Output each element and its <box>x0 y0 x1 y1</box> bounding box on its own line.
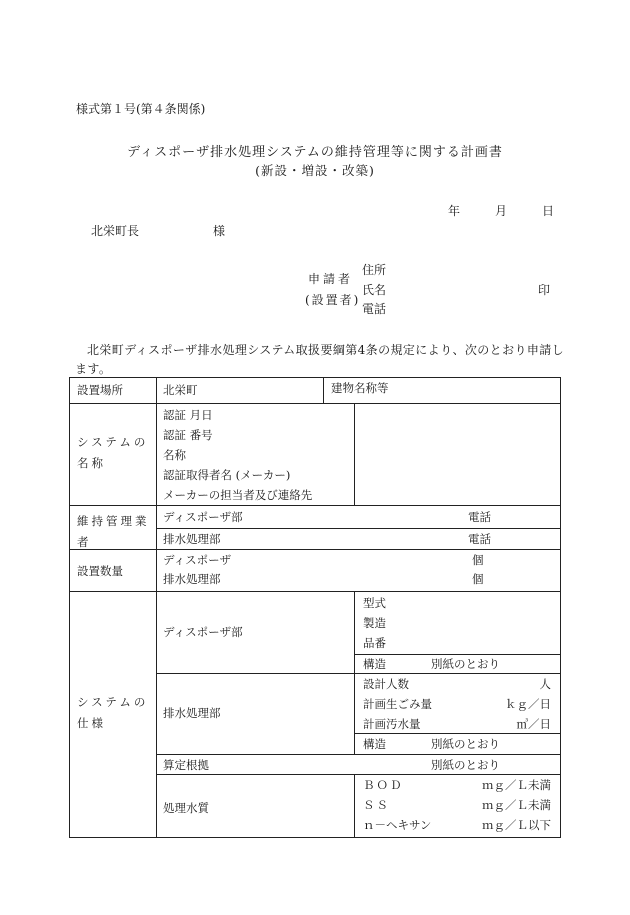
spec-label: システムの仕様 <box>77 695 149 730</box>
addressee-name: 北栄町長 <box>91 224 140 238</box>
intro-text: 北栄町ディスポーザ排水処理システム取扱要綱第4条の規定により、次のとおり申請します。 <box>75 343 565 376</box>
spec-bod-unit: ｍｇ／Ｌ未満 <box>482 778 551 792</box>
maintenance-disposer-phone: 電話 <box>468 510 491 524</box>
spec-wastewater-volume-unit: ㎥／日 <box>516 717 551 731</box>
spec-water-quality-label: 処理水質 <box>163 801 209 815</box>
system-name-label: システムの名称 <box>77 435 149 470</box>
form-number: 様式第１号(第４条関係) <box>76 102 206 116</box>
spec-disposer-structure-label: 構造 <box>363 657 386 671</box>
maintenance-label: 維持管理業者 <box>77 514 150 549</box>
spec-disposer-structure-value: 別紙のとおり <box>431 657 500 671</box>
date-month: 月 <box>495 204 508 218</box>
spec-part-number-label: 品番 <box>363 636 386 650</box>
quantity-treatment-unit: 個 <box>472 572 484 586</box>
maintenance-disposer-part: ディスポーザ部 <box>163 510 243 524</box>
addressee-honorific: 様 <box>213 224 226 238</box>
quantity-disposer-part: ディスポーザ <box>163 553 232 567</box>
location-label: 設置場所 <box>77 383 123 397</box>
seal-mark: 印 <box>538 283 551 297</box>
spec-ss-label: ＳＳ <box>363 798 390 812</box>
spec-wastewater-volume-label: 計画汚水量 <box>363 717 421 731</box>
quantity-disposer-unit: 個 <box>472 553 484 567</box>
applicant-phone-label: 電話 <box>362 302 387 316</box>
spec-maker-label: 製造 <box>363 616 386 630</box>
spec-hexane-label: ｎ－ヘキサン <box>363 818 432 832</box>
applicant-name-label: 氏名 <box>362 283 387 297</box>
spec-garbage-volume-label: 計画生ごみ量 <box>363 697 432 711</box>
cert-date-label: 認証 月日 <box>163 408 213 422</box>
spec-design-persons-label: 設計人数 <box>363 677 409 691</box>
spec-hexane-unit: ｍｇ／Ｌ以下 <box>482 818 551 832</box>
document-title: ディスポーザ排水処理システムの維持管理等に関する計画書 <box>127 145 503 160</box>
spec-design-persons-unit: 人 <box>539 677 551 691</box>
location-value: 北栄町 <box>163 383 198 397</box>
spec-basis-value: 別紙のとおり <box>431 758 500 772</box>
building-name-label: 建物名称等 <box>331 381 389 395</box>
spec-model-label: 型式 <box>363 596 386 610</box>
system-title-label: 名称 <box>163 448 186 462</box>
maintenance-treatment-part: 排水処理部 <box>163 532 221 546</box>
date-day: 日 <box>542 204 555 218</box>
spec-ss-unit: ｍｇ／Ｌ未満 <box>482 798 551 812</box>
application-table <box>69 377 561 838</box>
quantity-label: 設置数量 <box>77 564 123 578</box>
applicant-sublabel: (設置者) <box>305 293 361 307</box>
spec-treatment-label: 排水処理部 <box>163 706 221 720</box>
document-subtitle: (新設・増設・改築) <box>255 163 375 178</box>
spec-garbage-volume-unit: ｋｇ／日 <box>505 697 551 711</box>
manufacturer-contact-label: メーカーの担当者及び連絡先 <box>163 488 313 502</box>
applicant-address-label: 住所 <box>362 263 387 277</box>
spec-treatment-structure-value: 別紙のとおり <box>431 737 500 751</box>
date-year: 年 <box>448 204 461 218</box>
certificate-holder-label: 認証取得者名 (メーカー) <box>163 468 291 482</box>
spec-basis-label: 算定根拠 <box>163 758 209 772</box>
applicant-label: 申請者 <box>308 272 354 286</box>
spec-disposer-label: ディスポーザ部 <box>163 625 243 639</box>
maintenance-treatment-phone: 電話 <box>468 532 491 546</box>
spec-treatment-structure-label: 構造 <box>363 737 386 751</box>
quantity-treatment-part: 排水処理部 <box>163 572 221 586</box>
spec-bod-label: ＢＯＤ <box>363 778 404 792</box>
cert-number-label: 認証 番号 <box>163 428 213 442</box>
